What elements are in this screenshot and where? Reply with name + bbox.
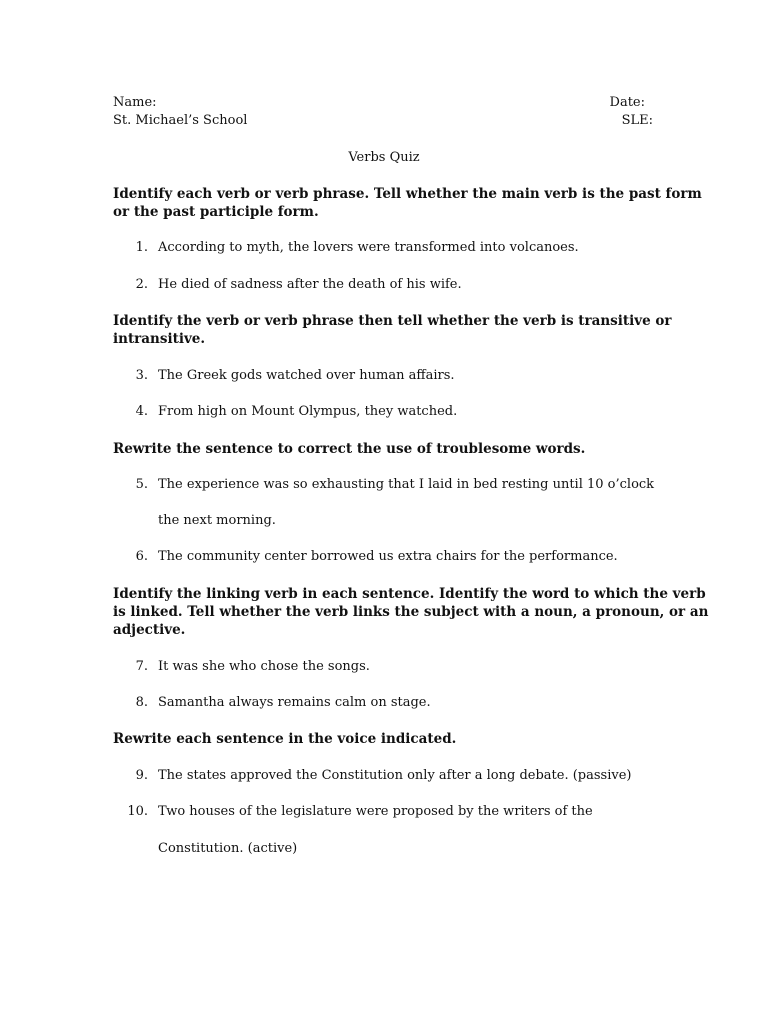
section-2-instruction-line-2: intransitive. [113, 331, 206, 347]
question-text: The community center borrowed us extra chairs for the performance. [158, 549, 618, 564]
question-text: The states approved the Constitution only after a long debate. (passive) [158, 768, 632, 783]
section-3-instruction-line-1: Rewrite the sentence to correct the use of troublesome words. [113, 441, 586, 457]
question-number: 2. [135, 277, 148, 292]
section-2-instruction-line-1: Identify the verb or verb phrase then tell whether the verb is transitive or [113, 313, 672, 329]
question-text: It was she who chose the songs. [158, 659, 370, 674]
question-text: From high on Mount Olympus, they watched. [158, 404, 458, 419]
section-4-instruction-line-1: Identify the linking verb in each sentence. Identify the word to which the verb [113, 586, 706, 602]
question-number: 9. [135, 768, 148, 783]
section-5-instruction-line-1: Rewrite each sentence in the voice indicated. [113, 731, 457, 747]
question-number: 3. [135, 368, 148, 383]
question-text: The experience was so exhausting that I laid in bed resting until 10 o’clock [158, 477, 655, 492]
question-text: Two houses of the legislature were proposed by the writers of the [158, 804, 593, 819]
school-name: St. Michael’s School [113, 113, 248, 128]
question-number: 6. [135, 549, 148, 564]
section-4-instruction-line-3: adjective. [113, 622, 186, 638]
section-1-instruction-line-1: Identify each verb or verb phrase. Tell whether the main verb is the past form [113, 186, 702, 202]
question-number: 4. [135, 404, 148, 419]
question-text: The Greek gods watched over human affairs. [158, 368, 455, 383]
question-number: 1. [135, 240, 148, 255]
question-number: 8. [135, 695, 148, 710]
page-title: Verbs Quiz [348, 150, 420, 165]
question-text-continued: the next morning. [158, 513, 276, 528]
question-text: He died of sadness after the death of his wife. [158, 277, 462, 292]
question-number: 7. [135, 659, 148, 674]
sle-label: SLE: [621, 113, 653, 128]
question-text: Samantha always remains calm on stage. [158, 695, 431, 710]
name-label: Name: [113, 95, 157, 110]
question-number: 10. [127, 804, 148, 819]
date-label: Date: [609, 95, 645, 110]
section-1-instruction-line-2: or the past participle form. [113, 204, 319, 220]
question-number: 5. [135, 477, 148, 492]
section-4-instruction-line-2: is linked. Tell whether the verb links the subject with a noun, a pronoun, or an [113, 604, 709, 620]
question-text: According to myth, the lovers were transformed into volcanoes. [158, 240, 579, 255]
question-text-continued: Constitution. (active) [158, 841, 298, 856]
